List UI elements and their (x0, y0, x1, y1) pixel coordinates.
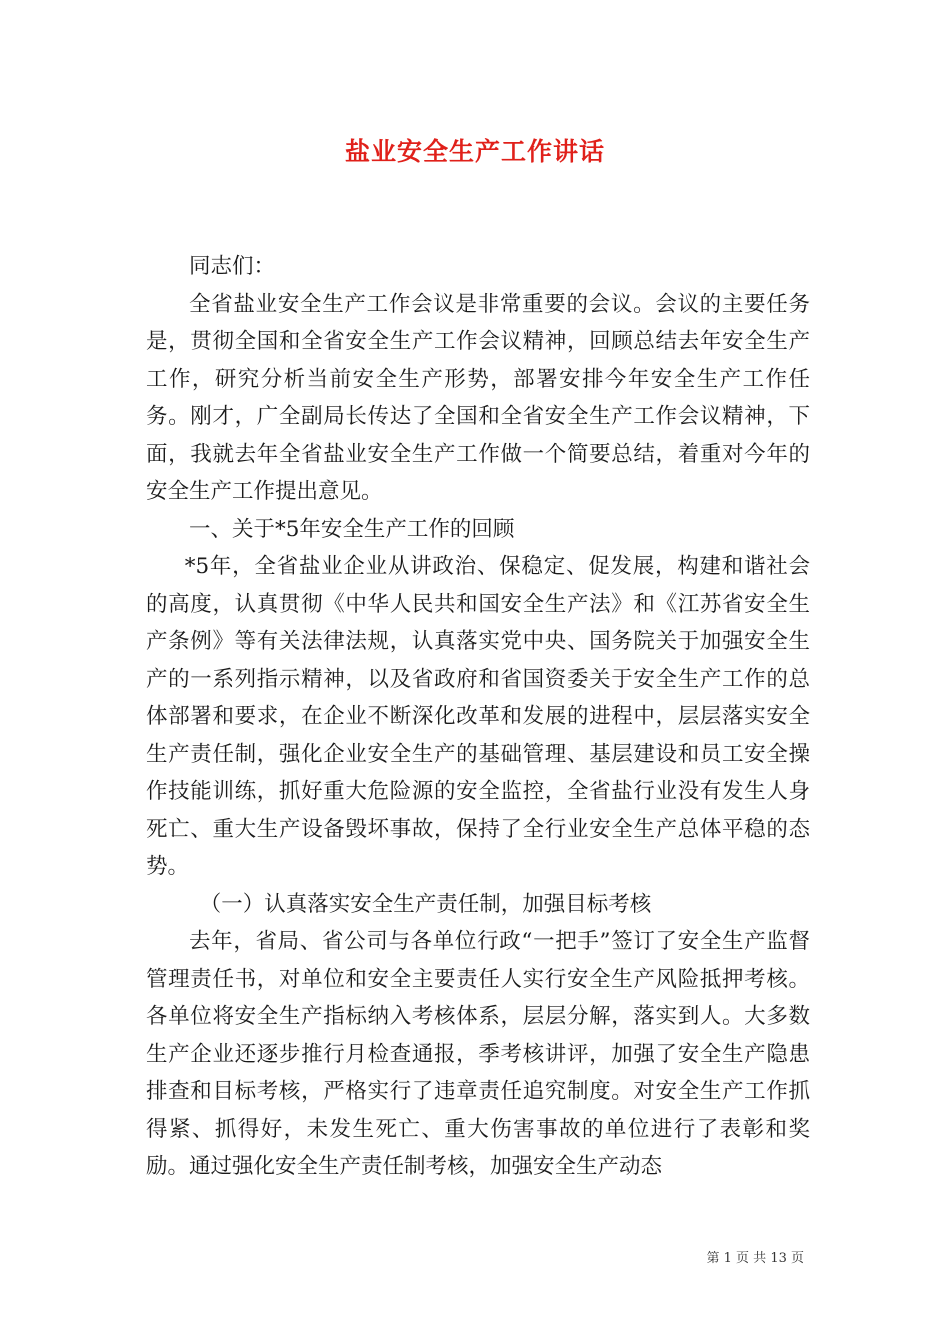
paragraph-responsibility: 去年，省局、省公司与各单位行政“一把手”签订了安全生产监督管理责任书，对单位和安全主要责任人实行安全生产风险抵押考核。各单位将安全生产指标纳入考核体系，层层分解，落实到人。大多数生产企业还逐步推行月检查通报，季考核讲评，加强了安全生产隐患排查和目标考核，严格实行了违章责任追究制度。对安全生产工作抓得紧、抓得好，未发生死亡、重大伤害事故的单位进行了表彰和奖励。通过强化安全生产责任制考核，加强安全生产动态 (146, 929, 810, 1179)
salutation: 同志们： (189, 254, 276, 279)
section-heading-1: 一、关于*5年安全生产工作的回顾 (189, 516, 515, 542)
document-title: 盐业安全生产工作讲话 (344, 137, 605, 166)
paragraph-intro: 全省盐业安全生产工作会议是非常重要的会议。会议的主要任务是，贯彻全国和全省安全生产工作会议精神，回顾总结去年安全生产工作，研究分析当前安全生产形势，部署安排今年安全生产工作任务。刚才，广全副局长传达了全国和全省安全生产工作会议精神，下面，我就去年全省盐业安全生产工作做一个简要总结，着重对今年的安全生产工作提出意见。 (146, 291, 810, 504)
document-body (146, 248, 810, 1186)
paragraph-review: *5年，全省盐业企业从讲政治、保稳定、促发展，构建和谐社会的高度，认真贯彻《中华人民共和国安全生产法》和《江苏省安全生产条例》等有关法律法规，认真落实党中央、国务院关于加强安全生产的一系列指示精神，以及省政府和省国资委关于安全生产工作的总体部署和要求，在企业不断深化改革和发展的进程中，层层落实安全生产责任制，强化企业安全生产的基础管理、基层建设和员工安全操作技能训练，抓好重大危险源的安全监控，全省盐行业没有发生人身死亡、重大生产设备毁坏事故，保持了全行业安全生产总体平稳的态势。 (146, 554, 810, 879)
subsection-heading-1: （一）认真落实安全生产责任制，加强目标考核 (199, 891, 652, 917)
page-number: 第 1 页 共 13 页 (706, 1251, 804, 1266)
